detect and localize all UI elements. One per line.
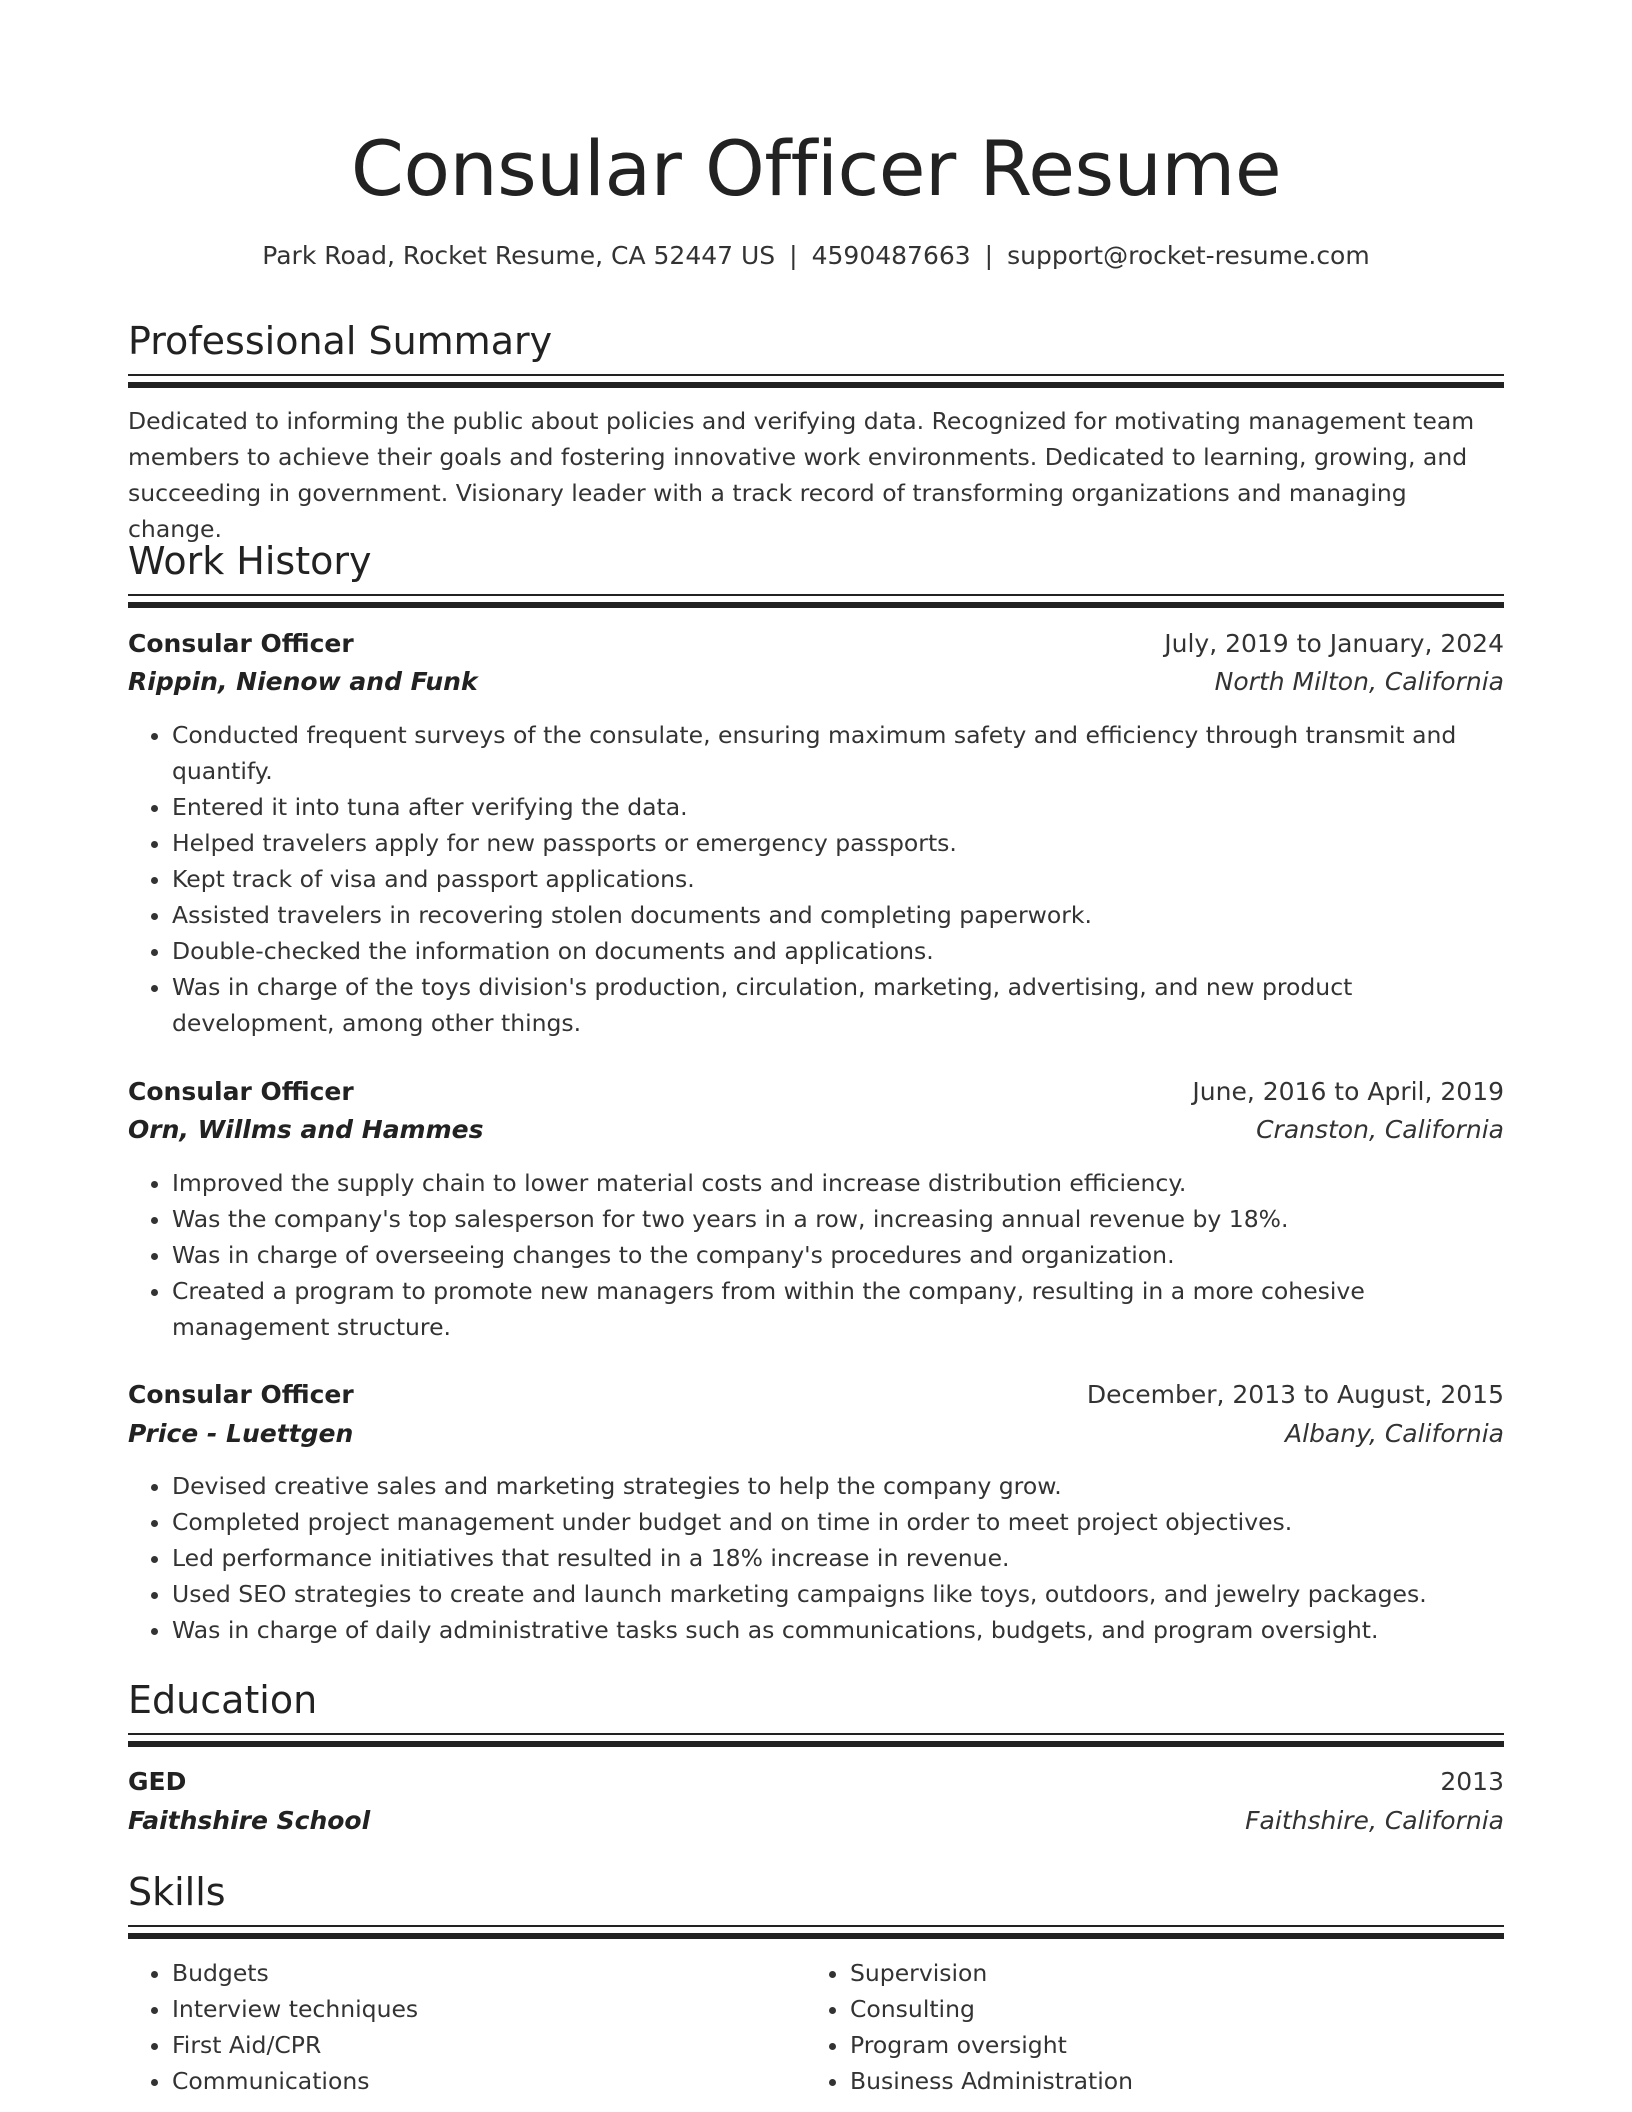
job-title: Consular Officer [128, 1380, 354, 1409]
education-school-row [128, 1803, 1504, 1839]
education-degree-row [128, 1764, 1504, 1800]
list-item: • Completed project management under budget and on time in order to meet project objectives. [172, 1504, 1504, 1540]
section-divider [128, 1733, 1504, 1747]
job-location: Albany, California [1285, 1419, 1504, 1448]
skill-item: • Communications [172, 2063, 804, 2099]
job-header-row [128, 1377, 1504, 1413]
education-year: 2013 [1440, 1767, 1504, 1796]
list-item: • Entered it into tuna after verifying the data. [172, 789, 1504, 825]
job-header-row [128, 1074, 1504, 1110]
job-company: Price - Luettgen [128, 1419, 354, 1448]
job-company-row [128, 1112, 1504, 1148]
contact-line [128, 238, 1504, 274]
section-heading-skills: Skills [128, 1870, 226, 1914]
job-bullets [128, 717, 1504, 1041]
list-item: • Was in charge of the toys division's production, circulation, marketing, advertising, and new product development, among other things. [172, 969, 1504, 1041]
skill-item: • Budgets [172, 1955, 804, 1991]
job-bullets [128, 1165, 1504, 1345]
job-company-row [128, 664, 1504, 700]
job-title: Consular Officer [128, 629, 354, 658]
job-location: North Milton, California [1214, 667, 1504, 696]
section-heading-summary: Professional Summary [128, 319, 553, 363]
job-dates: July, 2019 to January, 2024 [1164, 629, 1504, 658]
section-divider [128, 1925, 1504, 1939]
skill-item: • Interview techniques [172, 1991, 804, 2027]
job-bullets [128, 1468, 1504, 1648]
contact-email[interactable]: support@rocket-resume.com [1007, 241, 1370, 270]
skill-item: • Program oversight [850, 2027, 1482, 2063]
section-heading-work: Work History [128, 539, 372, 583]
skills-list-right [806, 1955, 1482, 2099]
skills-list-left [128, 1955, 804, 2099]
contact-address: Park Road, Rocket Resume, CA 52447 US [262, 241, 776, 270]
job-location: Cranston, California [1256, 1115, 1504, 1144]
contact-separator: | [984, 241, 994, 270]
section-divider [128, 594, 1504, 608]
list-item: • Kept track of visa and passport applications. [172, 861, 1504, 897]
list-item: • Assisted travelers in recovering stolen documents and completing paperwork. [172, 897, 1504, 933]
list-item: • Double-checked the information on documents and applications. [172, 933, 1504, 969]
list-item: • Was the company's top salesperson for two years in a row, increasing annual revenue by 18%. [172, 1201, 1504, 1237]
section-divider [128, 374, 1504, 388]
education-degree: GED [128, 1767, 187, 1796]
education-location: Faithshire, California [1245, 1806, 1504, 1835]
job-company: Rippin, Nienow and Funk [128, 667, 478, 696]
list-item: • Improved the supply chain to lower material costs and increase distribution efficiency. [172, 1165, 1504, 1201]
list-item: • Was in charge of overseeing changes to the company's procedures and organization. [172, 1237, 1504, 1273]
resume-title: Consular Officer Resume [350, 124, 1282, 213]
list-item: • Conducted frequent surveys of the consulate, ensuring maximum safety and efficiency through transmit and quantify. [172, 717, 1504, 789]
job-dates: June, 2016 to April, 2019 [1192, 1077, 1504, 1106]
list-item: • Helped travelers apply for new passports or emergency passports. [172, 825, 1504, 861]
job-company-row [128, 1416, 1504, 1452]
list-item: • Was in charge of daily administrative tasks such as communications, budgets, and program oversight. [172, 1612, 1504, 1648]
job-company: Orn, Willms and Hammes [128, 1115, 484, 1144]
summary-text: Dedicated to informing the public about policies and verifying data. Recognized for motivating management team members to achieve their goals and fostering innovative work environments. Dedicated to learning, growing, and succeeding in government. Visionary leader with a track record of transforming organizations and managing change. [128, 407, 1475, 543]
job-dates: December, 2013 to August, 2015 [1086, 1380, 1504, 1409]
list-item: • Created a program to promote new managers from within the company, resulting in a more cohesive management structure. [172, 1273, 1504, 1345]
contact-separator: | [789, 241, 798, 270]
job-title: Consular Officer [128, 1077, 354, 1106]
list-item: • Devised creative sales and marketing strategies to help the company grow. [172, 1468, 1504, 1504]
skill-item: • First Aid/CPR [172, 2027, 804, 2063]
list-item: • Led performance initiatives that resulted in a 18% increase in revenue. [172, 1540, 1504, 1576]
skill-item: • Supervision [850, 1955, 1482, 1991]
section-heading-education: Education [128, 1678, 318, 1722]
skill-item: • Business Administration [850, 2063, 1482, 2099]
job-header-row [128, 626, 1504, 662]
skill-item: • Consulting [850, 1991, 1482, 2027]
list-item: • Used SEO strategies to create and launch marketing campaigns like toys, outdoors, and jewelry packages. [172, 1576, 1504, 1612]
contact-phone: 4590487663 [811, 241, 971, 270]
education-school: Faithshire School [128, 1806, 371, 1835]
